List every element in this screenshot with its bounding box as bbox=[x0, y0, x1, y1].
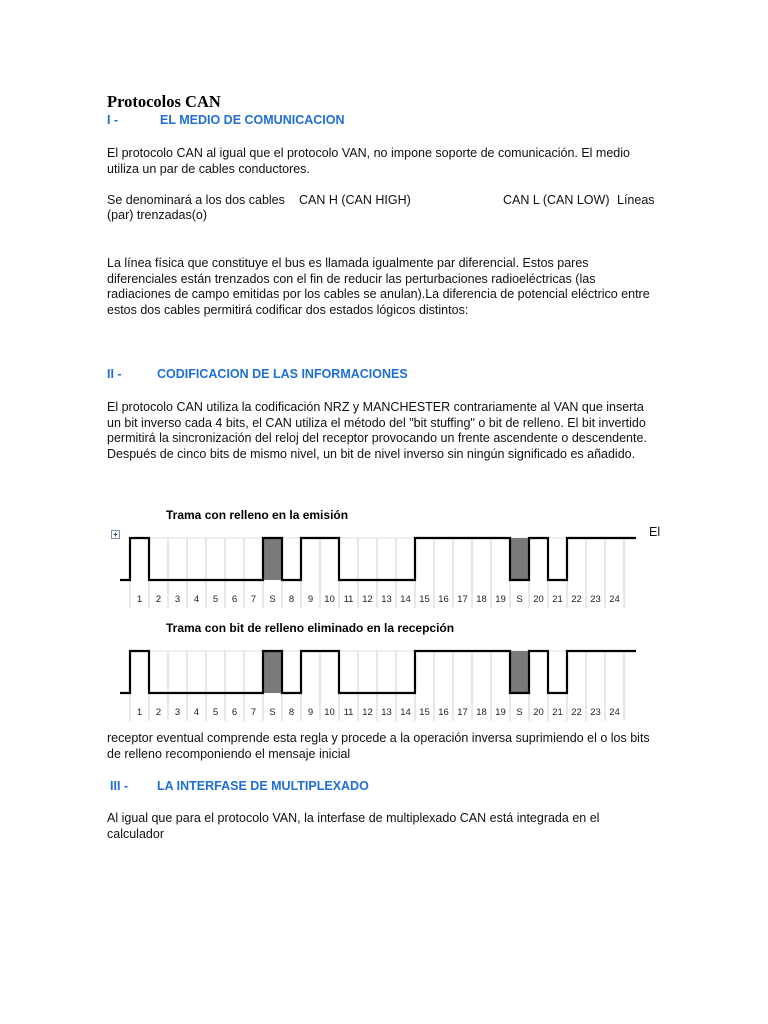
signal-figure-reception bbox=[104, 621, 640, 725]
bit-label: 6 bbox=[231, 594, 238, 605]
can-low-label: CAN L (CAN LOW) bbox=[503, 193, 610, 207]
bit-label: 17 bbox=[457, 707, 468, 718]
bit-label: 20 bbox=[533, 594, 544, 605]
bit-label: 2 bbox=[155, 594, 162, 605]
can-high-label: CAN H (CAN HIGH) bbox=[299, 193, 411, 207]
bit-label: 19 bbox=[495, 594, 506, 605]
bit-label: 15 bbox=[419, 594, 430, 605]
figure-2-title: Trama con bit de relleno eliminado en la recepción bbox=[166, 621, 455, 635]
section-2-paragraph-1: El protocolo CAN utiliza la codificación NRZ y MANCHESTER contrariamente al VAN que inserta un bit inverso cada 4 bits, el CAN utiliza el método del "bit stuffing" o bit de relleno. El bit invertido permitirá la sincronización del reloj del receptor provocando un frente ascendente o descendente. Después de cinco bits de mismo nivel, un bit de nivel inverso sin ningún significado es añadido. bbox=[107, 400, 647, 461]
bit-label: 21 bbox=[552, 594, 563, 605]
stuff-bit bbox=[263, 538, 282, 580]
bit-label: 14 bbox=[400, 707, 411, 718]
section-2-paragraph-2: receptor eventual comprende esta regla y procede a la operación inversa suprimiendo el o los bits de relleno recomponiendo el mensaje inicial bbox=[107, 731, 650, 761]
bit-label: 7 bbox=[250, 594, 257, 605]
cables-intro-text: Se denominará a los dos cables bbox=[107, 193, 285, 207]
bit-label: 13 bbox=[381, 594, 392, 605]
bit-label: 9 bbox=[307, 707, 314, 718]
bit-label: 1 bbox=[136, 594, 143, 605]
bit-label: 23 bbox=[590, 707, 601, 718]
section-1-paragraph-1: El protocolo CAN al igual que el protocolo VAN, no impone soporte de comunicación. El medio utiliza un par de cables conductores. bbox=[107, 146, 630, 176]
section-1-title: EL MEDIO DE COMUNICACION bbox=[160, 113, 345, 127]
signal-diagram-emission bbox=[104, 508, 640, 614]
stuff-bit bbox=[510, 538, 529, 580]
document-title: Protocolos CAN bbox=[107, 92, 221, 111]
bit-label: 11 bbox=[343, 707, 354, 718]
lineas-text: Líneas bbox=[617, 193, 655, 207]
section-1-paragraph-3: La línea física que constituye el bus es llamada igualmente par diferencial. Estos pares diferenciales están trenzados con el fin de reducir las perturbaciones radioeléctricas (las radiaciones de campo emitidas por los cables se anulan).La diferencia de potencial eléctrico entre estos dos cables permitirá codificar dos estados lógicos distintos: bbox=[107, 256, 650, 317]
signal-figure-emission bbox=[104, 508, 640, 614]
bit-label: 22 bbox=[571, 594, 582, 605]
section-2-number: II - bbox=[107, 367, 122, 381]
bit-label: 3 bbox=[174, 594, 181, 605]
bit-label: 5 bbox=[212, 707, 219, 718]
bit-label: 2 bbox=[155, 707, 162, 718]
bit-label: 3 bbox=[174, 707, 181, 718]
bit-label: 10 bbox=[324, 594, 335, 605]
twisted-pair-text: (par) trenzadas(o) bbox=[107, 208, 208, 222]
bit-label: 4 bbox=[193, 707, 200, 718]
bit-label: 10 bbox=[324, 707, 335, 718]
stuff-bit bbox=[263, 651, 282, 693]
bit-label: 22 bbox=[571, 707, 582, 718]
bit-label: 24 bbox=[609, 594, 620, 605]
bit-label: 21 bbox=[552, 707, 563, 718]
bit-label: 8 bbox=[288, 707, 295, 718]
bit-label: 12 bbox=[362, 594, 373, 605]
bit-label: 7 bbox=[250, 707, 257, 718]
bit-label: 16 bbox=[438, 707, 449, 718]
bit-label: 9 bbox=[307, 594, 314, 605]
bit-label: 19 bbox=[495, 707, 506, 718]
bit-label: 17 bbox=[457, 594, 468, 605]
bit-label: 23 bbox=[590, 594, 601, 605]
section-2-title: CODIFICACION DE LAS INFORMACIONES bbox=[157, 367, 408, 381]
bit-label: 18 bbox=[476, 594, 487, 605]
section-3-paragraph-1: Al igual que para el protocolo VAN, la interfase de multiplexado CAN está integrada en el calculador bbox=[107, 811, 600, 841]
bit-label: 14 bbox=[400, 594, 411, 605]
bit-label: 4 bbox=[193, 594, 200, 605]
bit-label: S bbox=[516, 594, 523, 605]
stuff-bit bbox=[510, 651, 529, 693]
bit-label: 20 bbox=[533, 707, 544, 718]
signal-diagram-reception bbox=[104, 621, 640, 725]
el-word-fragment: El bbox=[649, 525, 661, 539]
bit-label: S bbox=[269, 707, 276, 718]
bit-label: 8 bbox=[288, 594, 295, 605]
bit-label: S bbox=[516, 707, 523, 718]
bit-label: 6 bbox=[231, 707, 238, 718]
figure-1-title: Trama con relleno en la emisión bbox=[166, 508, 349, 522]
bit-label: 11 bbox=[343, 594, 354, 605]
bit-label: 1 bbox=[136, 707, 143, 718]
section-1-number: I - bbox=[107, 113, 119, 127]
bit-label: 16 bbox=[438, 594, 449, 605]
bit-label: S bbox=[269, 594, 276, 605]
bit-label: 12 bbox=[362, 707, 373, 718]
section-3-number: III - bbox=[110, 779, 129, 793]
bit-label: 13 bbox=[381, 707, 392, 718]
bit-label: 5 bbox=[212, 594, 219, 605]
bit-label: 24 bbox=[609, 707, 620, 718]
bit-label: 18 bbox=[476, 707, 487, 718]
section-3-title: LA INTERFASE DE MULTIPLEXADO bbox=[157, 779, 369, 793]
bit-label: 15 bbox=[419, 707, 430, 718]
